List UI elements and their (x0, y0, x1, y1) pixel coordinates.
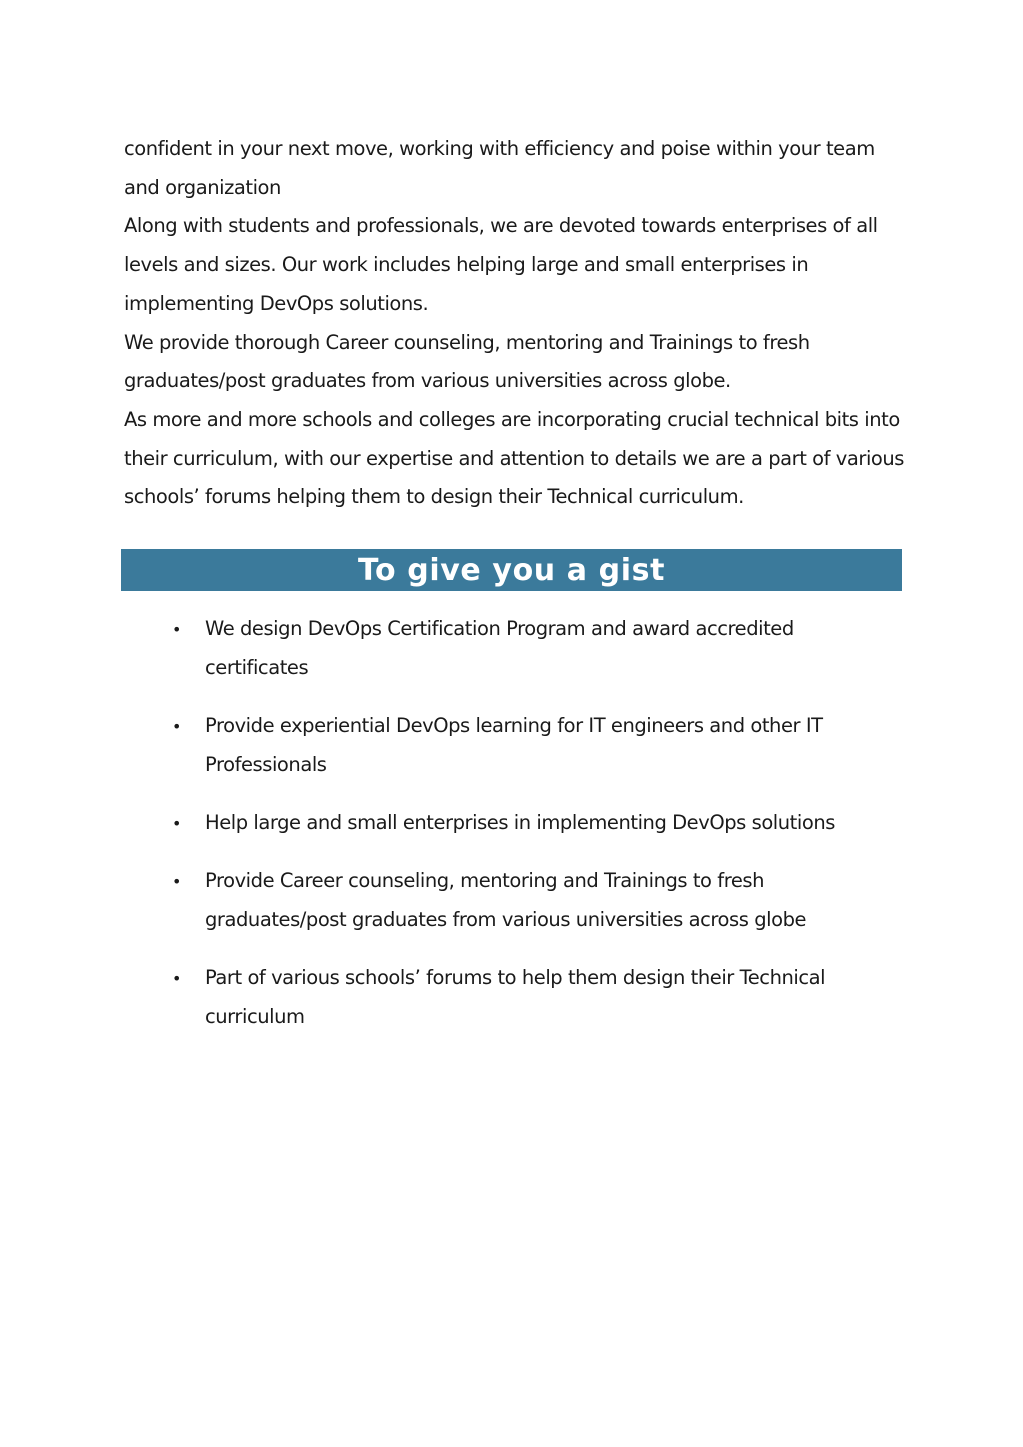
list-item-text: Part of various schools’ forums to help them design their Technical curriculum (205, 965, 826, 1028)
list-item-text: Help large and small enterprises in implementing DevOps solutions (205, 810, 835, 834)
list-item-text: We design DevOps Certification Program and award accredited certificates (205, 617, 794, 679)
list-item (172, 610, 872, 687)
intro-paragraph: We provide thorough Career counseling, mentoring and Trainings to fresh graduates/post graduates from various universities across globe. (124, 330, 810, 393)
list-item (172, 707, 872, 784)
section-banner (121, 549, 902, 591)
list-item-text: Provide experiential DevOps learning for IT engineers and other IT Professionals (205, 713, 823, 776)
gist-bullet-list (172, 610, 872, 1056)
intro-paragraph: confident in your next move, working with efficiency and poise within your team and organization (124, 137, 875, 199)
bullet-icon: • (172, 872, 181, 892)
section-title: To give you a gist (357, 553, 666, 588)
bullet-icon: • (172, 813, 181, 833)
bullet-icon: • (172, 620, 181, 639)
bullet-icon: • (172, 716, 181, 736)
intro-text-block (124, 130, 914, 517)
intro-paragraph: Along with students and professionals, we are devoted towards enterprises of all levels and sizes. Our work includes helping large and small enterprises in implementing DevOps solutions. (124, 214, 878, 315)
list-item-text: Provide Career counseling, mentoring and Trainings to fresh graduates/post graduates from various universities across globe (205, 869, 807, 931)
intro-paragraph: As more and more schools and colleges are incorporating crucial technical bits into their curriculum, with our expertise and attention to details we are a part of various schools’ forums helping them to design their Technical curriculum. (124, 407, 905, 509)
list-item (172, 959, 872, 1036)
bullet-icon: • (172, 968, 181, 988)
list-item (172, 862, 872, 939)
list-item (172, 804, 872, 843)
